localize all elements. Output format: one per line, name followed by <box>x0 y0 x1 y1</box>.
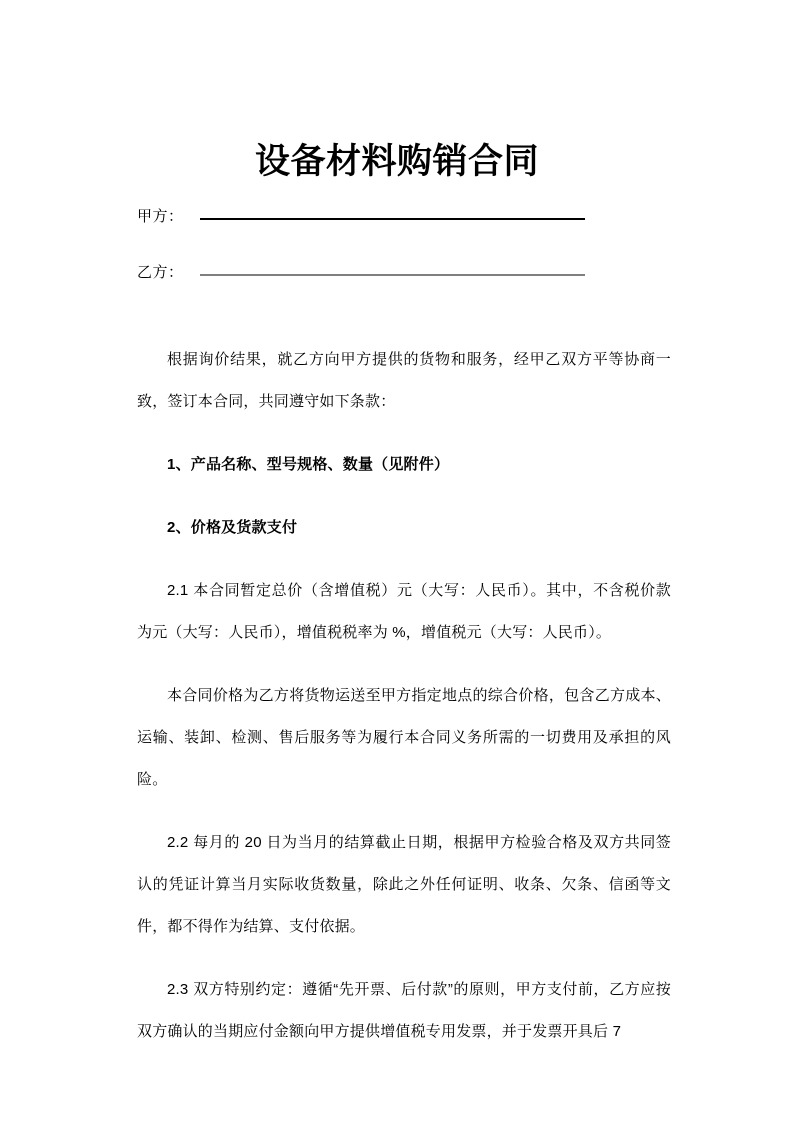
page-title: 设备材料购销合同 <box>254 142 539 182</box>
spacer <box>137 801 671 822</box>
clause-2-3: 2.3 双方特别约定：遵循“先开票、后付款”的原则，甲方支付前，乙方应按双方确认的当期应付金额向甲方提供增值税专用发票，并于发票开具后 7 <box>137 981 671 1040</box>
spacer <box>137 948 671 969</box>
preamble-paragraph: 根据询价结果，就乙方向甲方提供的货物和服务，经甲乙双方平等协商一致，签订本合同，共同遵守如下条款： <box>137 351 671 410</box>
clause-2-1-note: 本合同价格为乙方将货物运送至甲方指定地点的综合价格，包含乙方成本、运输、装卸、检测、售后服务等为履行本合同义务所需的一切费用及承担的风险。 <box>137 687 671 788</box>
section-heading-1: 1、产品名称、型号规格、数量（见附件） <box>167 456 450 473</box>
spacer <box>137 654 671 675</box>
clause-2-2: 2.2 每月的 20 日为当月的结算截止日期，根据甲方检验合格及双方共同签认的凭证计算当月实际收货数量，除此之外任何证明、收条、欠条、信函等文件，都不得作为结算、支付依据。 <box>137 834 671 935</box>
party-label-jiafang: 甲方： <box>137 208 184 225</box>
spacer <box>137 486 671 507</box>
party-field-yifang[interactable] <box>137 261 671 317</box>
clause-2-1: 2.1 本合同暂定总价（含增值税）元（大写：人民币）。其中，不含税价款为元（大写：人民币），增值税税率为 %，增值税元（大写：人民币）。 <box>137 582 671 641</box>
spacer <box>137 549 671 570</box>
document-body <box>137 205 671 1053</box>
party-field-jiafang[interactable] <box>137 205 671 261</box>
section-heading-2: 2、价格及货款支付 <box>167 519 298 536</box>
party-label-yifang: 乙方： <box>137 264 184 281</box>
spacer <box>137 423 671 444</box>
